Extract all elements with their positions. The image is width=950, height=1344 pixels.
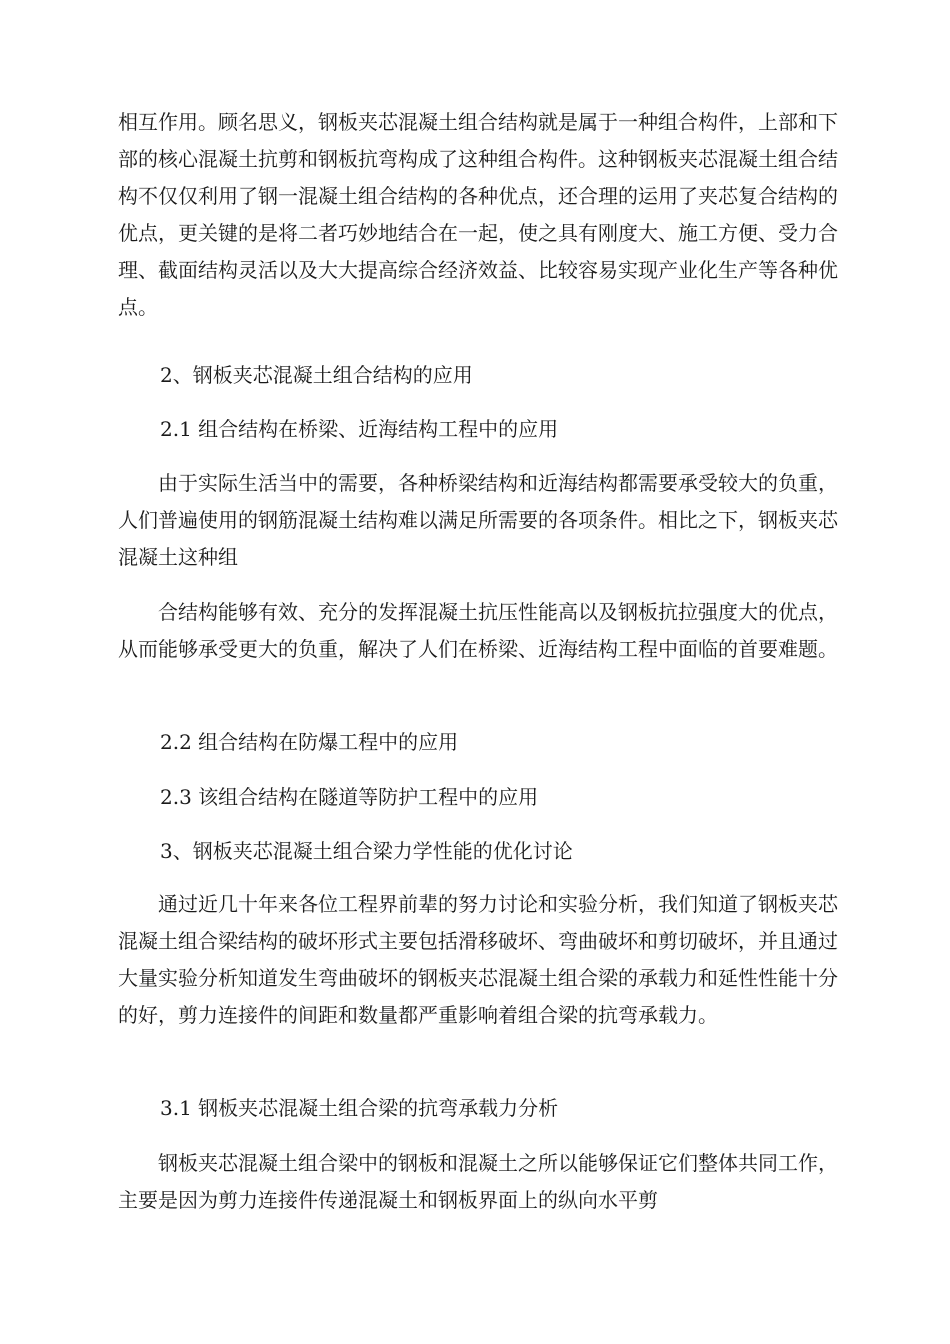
- section-heading-3: 3、钢板夹芯混凝土组合梁力学性能的优化讨论: [160, 839, 573, 863]
- subsection-heading-2-3: 2.3 该组合结构在隧道等防护工程中的应用: [160, 785, 539, 809]
- paragraph-bridge-offshore-advantage: 合结构能够有效、充分的发挥混凝土抗压性能高以及钢板抗拉强度大的优点，从而能够承受更大的负重，解决了人们在桥梁、近海结构工程中面临的首要难题。: [118, 600, 838, 661]
- section-heading-2: 2、钢板夹芯混凝土组合结构的应用: [160, 363, 473, 387]
- subsection-heading-3-1: 3.1 钢板夹芯混凝土组合梁的抗弯承载力分析: [160, 1096, 559, 1120]
- paragraph-failure-modes: 通过近几十年来各位工程界前辈的努力讨论和实验分析，我们知道了钢板夹芯混凝土组合梁结构的破坏形式主要包括滑移破坏、弯曲破坏和剪切破坏，并且通过大量实验分析知道发生弯曲破坏的钢板夹芯混凝土组合梁的承载力和延性性能十分的好，剪力连接件的间距和数量都严重影响着组合梁的抗弯承载力。: [118, 892, 838, 1027]
- subsection-heading-2-2: 2.2 组合结构在防爆工程中的应用: [160, 730, 459, 754]
- paragraph-composite-structure-intro: 相互作用。顾名思义，钢板夹芯混凝土组合结构就是属于一种组合构件，上部和下部的核心混凝土抗剪和钢板抗弯构成了这种组合构件。这种钢板夹芯混凝土组合结构不仅仅利用了钢一混凝土组合结构的各种优点，还合理的运用了夹芯复合结构的优点，更关键的是将二者巧妙地结合在一起，使之具有刚度大、施工方便、受力合理、截面结构灵活以及大大提高综合经济效益、比较容易实现产业化生产等各种优点。: [118, 110, 838, 319]
- paragraph-flexural-capacity: 钢板夹芯混凝土组合梁中的钢板和混凝土之所以能够保证它们整体共同工作，主要是因为剪力连接件传递混凝土和钢板界面上的纵向水平剪: [118, 1151, 838, 1212]
- paragraph-bridge-offshore-need: 由于实际生活当中的需要，各种桥梁结构和近海结构都需要承受较大的负重，人们普遍使用的钢筋混凝土结构难以满足所需要的各项条件。相比之下，钢板夹芯混凝土这种组: [118, 471, 838, 569]
- subsection-heading-2-1: 2.1 组合结构在桥梁、近海结构工程中的应用: [160, 417, 559, 441]
